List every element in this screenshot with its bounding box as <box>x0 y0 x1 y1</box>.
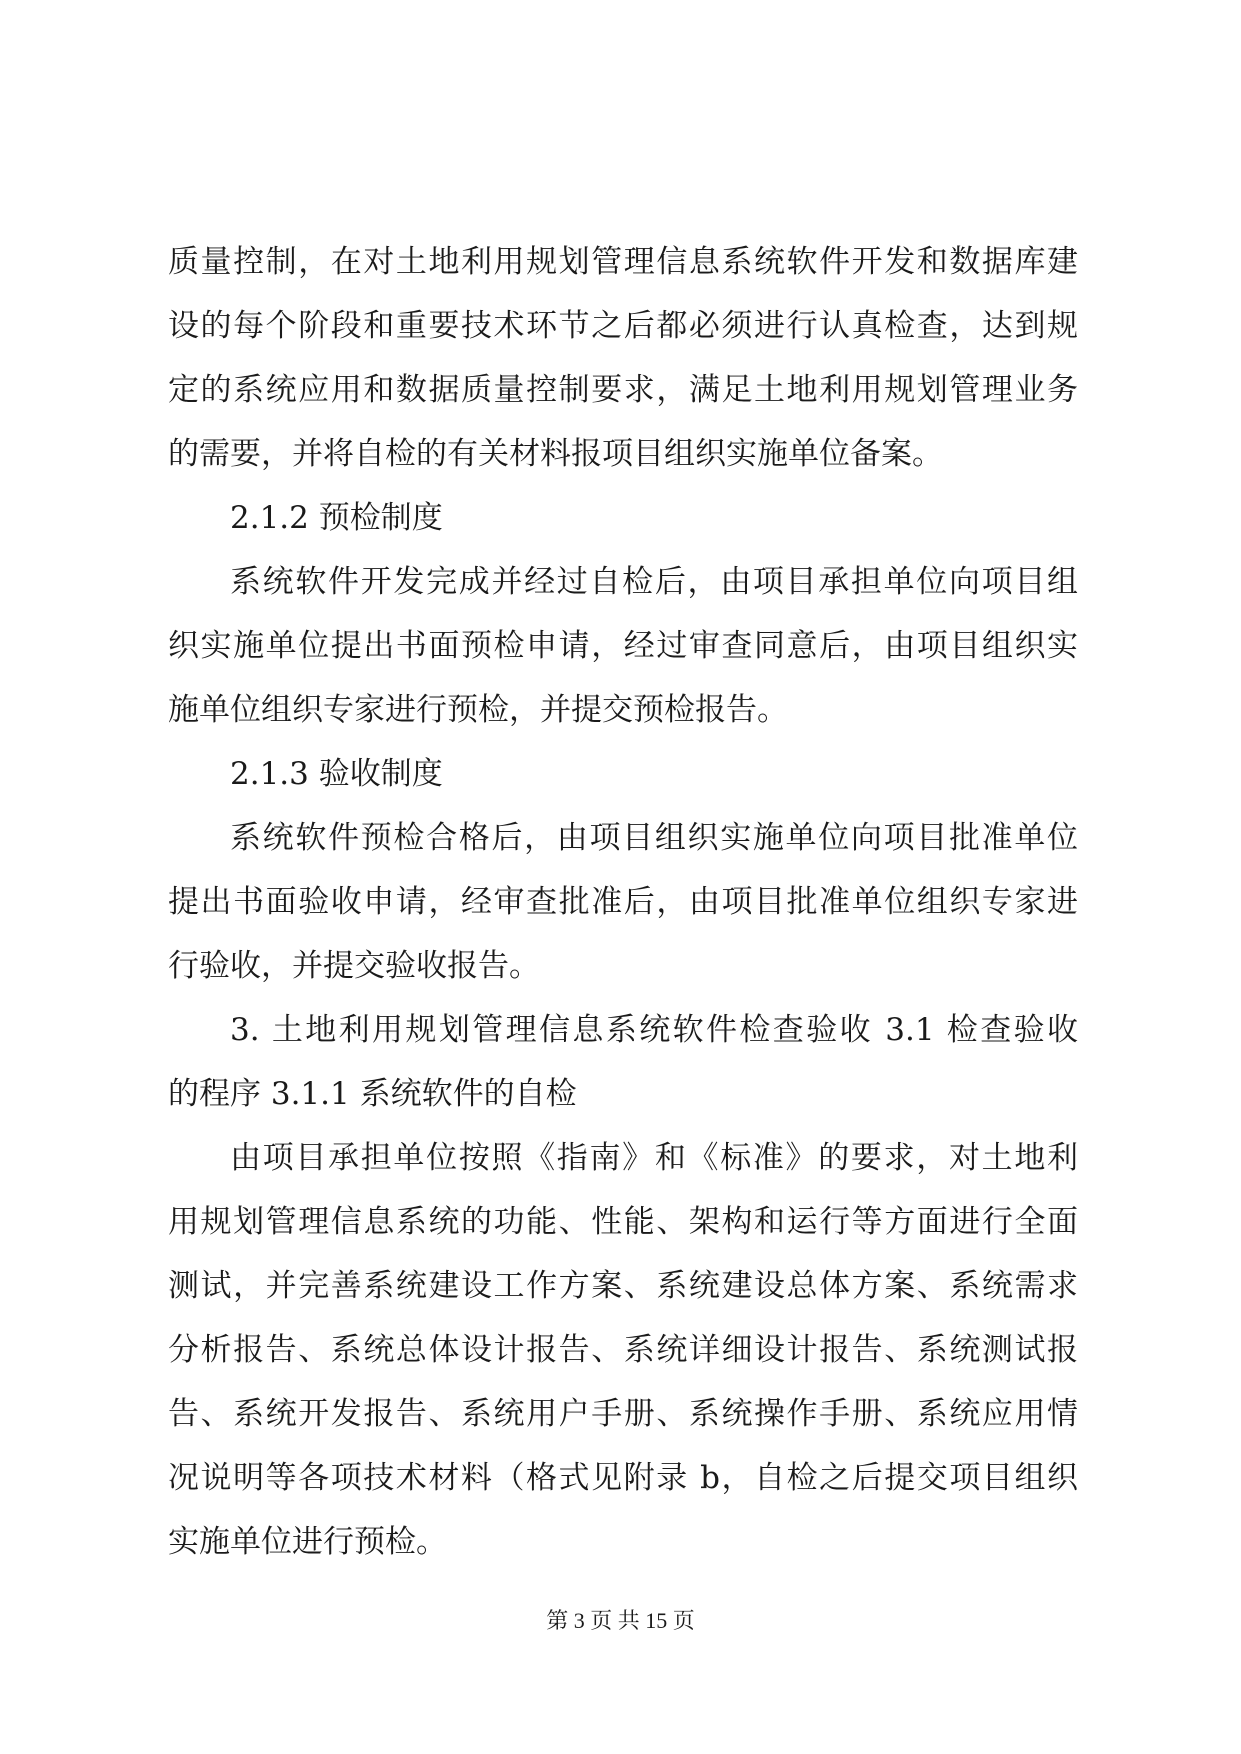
text-line: 定的系统应用和数据质量控制要求，满足土地利用规划管理业务 <box>168 372 1078 408</box>
text-line: 织实施单位提出书面预检申请，经过审查同意后，由项目组织实 <box>168 628 1078 664</box>
text-line: 行验收，并提交验收报告。 <box>168 948 540 984</box>
text-line: 设的每个阶段和重要技术环节之后都必须进行认真检查，达到规 <box>168 308 1078 344</box>
text-line: 提出书面验收申请，经审查批准后，由项目批准单位组织专家进 <box>168 884 1078 920</box>
text-line: 况说明等各项技术材料（格式见附录 b，自检之后提交项目组织 <box>168 1460 1078 1496</box>
page-number-footer: 第 3 页 共 15 页 <box>546 1608 695 1633</box>
text-line: 质量控制，在对土地利用规划管理信息系统软件开发和数据库建 <box>168 244 1078 280</box>
text-line: 分析报告、系统总体设计报告、系统详细设计报告、系统测试报 <box>168 1332 1078 1368</box>
text-line: 用规划管理信息系统的功能、性能、架构和运行等方面进行全面 <box>168 1204 1078 1240</box>
text-line: 系统软件预检合格后，由项目组织实施单位向项目批准单位 <box>230 820 1078 856</box>
document-body <box>168 230 1078 1574</box>
text-line: 3. 土地利用规划管理信息系统软件检查验收 3.1 检查验收 <box>230 1012 1078 1048</box>
section-heading: 2.1.3 验收制度 <box>230 756 443 792</box>
text-line: 由项目承担单位按照《指南》和《标准》的要求，对土地利 <box>230 1140 1078 1176</box>
text-line: 的程序 3.1.1 系统软件的自检 <box>168 1076 577 1112</box>
text-line: 系统软件开发完成并经过自检后，由项目承担单位向项目组 <box>230 564 1078 600</box>
text-line: 施单位组织专家进行预检，并提交预检报告。 <box>168 692 788 728</box>
section-heading: 2.1.2 预检制度 <box>230 500 443 536</box>
text-line: 实施单位进行预检。 <box>168 1524 447 1560</box>
text-line: 告、系统开发报告、系统用户手册、系统操作手册、系统应用情 <box>168 1396 1078 1432</box>
text-line: 的需要，并将自检的有关材料报项目组织实施单位备案。 <box>168 436 943 472</box>
text-line: 测试，并完善系统建设工作方案、系统建设总体方案、系统需求 <box>168 1268 1078 1304</box>
